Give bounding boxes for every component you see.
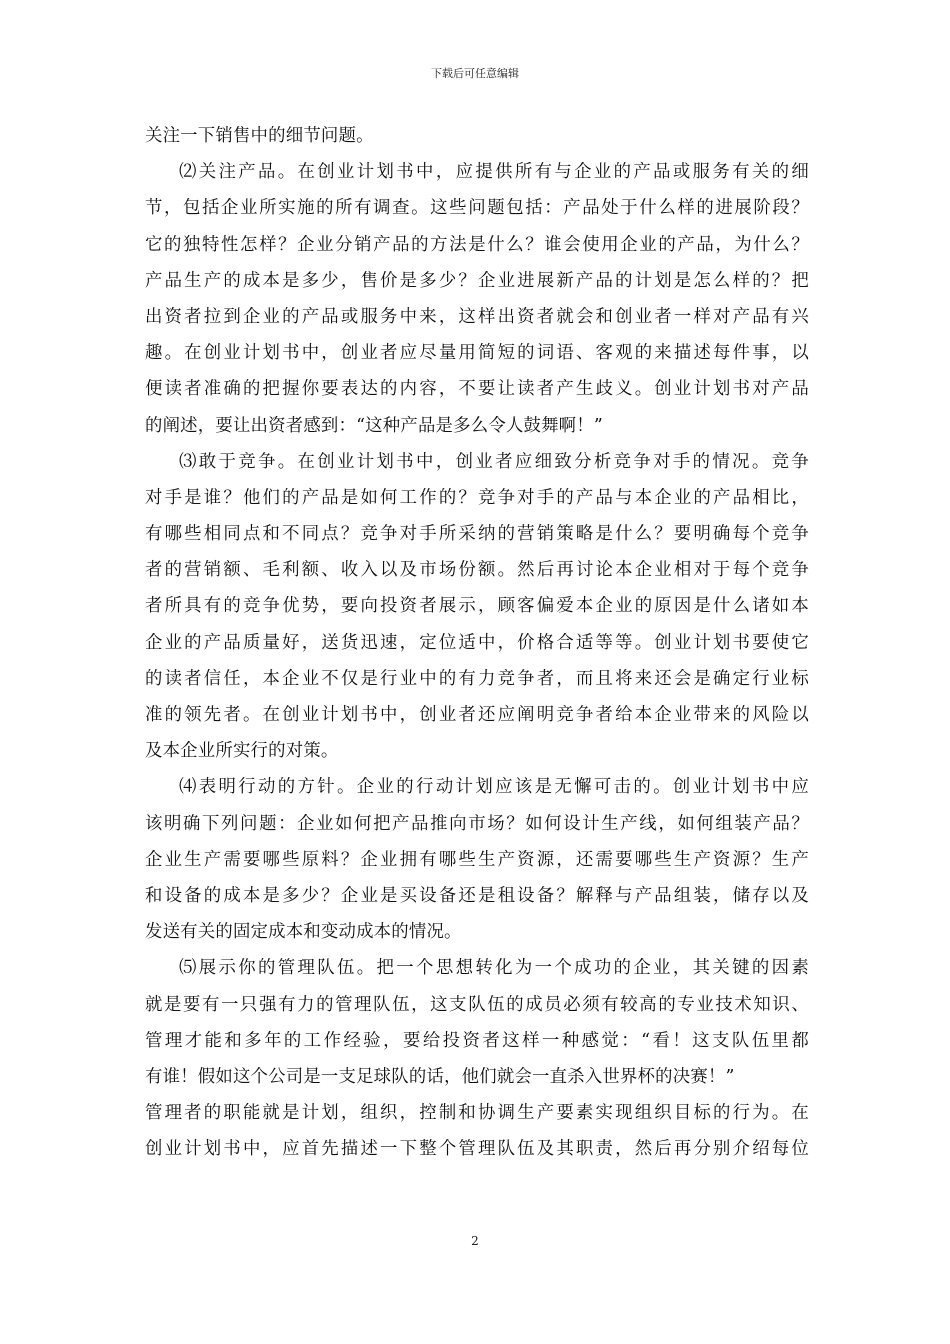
- text-line: 准的领先者。在创业计划书中，创业者还应阐明竞争者给本企业带来的风险以: [145, 705, 809, 725]
- text-line: 者的营销额、毛利额、收入以及市场份额。然后再讨论本企业相对于每个竞争: [145, 560, 809, 581]
- paragraph-team-start: ⑸展示你的管理队伍。把一个思想转化为一个成功的企业，其关键的因素: [179, 958, 809, 979]
- text-line: 便读者准确的把握你要表达的内容，不要让读者产生歧义。创业计划书对产品: [145, 379, 809, 400]
- text-line: 及本企业所实行的对策。: [145, 741, 339, 762]
- text-line: 趣。在创业计划书中，创业者应尽量用简短的词语、客观的来描述每件事，以: [145, 343, 809, 364]
- text-line: 产品生产的成本是多少，售价是多少？企业进展新产品的计划是怎么样的？把: [145, 270, 809, 291]
- text-line: 就是要有一只强有力的管理队伍，这支队伍的成员必须有较高的专业技术知识、: [145, 994, 809, 1015]
- text-line: 有哪些相同点和不同点？竞争对手所采纳的营销策略是什么？要明确每个竞争: [145, 524, 809, 545]
- text-line: 对手是谁？他们的产品是如何工作的？竞争对手的产品与本企业的产品相比，: [145, 487, 809, 508]
- text-line: 创业计划书中，应首先描述一下整个管理队伍及其职责，然后再分别介绍每位: [145, 1139, 809, 1160]
- document-body: [145, 118, 809, 1167]
- text-line: 关注一下销售中的细节问题。: [145, 126, 374, 146]
- text-line: 的阐述，要让出资者感到：“这种产品是多么令人鼓舞啊！”: [145, 415, 603, 436]
- text-line: 管理才能和多年的工作经验，要给投资者这样一种感觉：“看！这支队伍里都: [145, 1030, 809, 1051]
- text-line: 节，包括企业所实施的所有调查。这些问题包括：产品处于什么样的进展阶段？: [145, 198, 809, 219]
- text-line: 企业的产品质量好，送货迅速，定位适中，价格合适等等。创业计划书要使它: [145, 632, 809, 653]
- text-line: 有谁！假如这个公司是一支足球队的话，他们就会一直杀入世界杯的决赛！”: [145, 1066, 735, 1087]
- paragraph-action-start: ⑷表明行动的方针。企业的行动计划应该是无懈可击的。创业计划书中应: [179, 777, 809, 798]
- page-header: 下载后可任意编辑: [431, 67, 519, 80]
- paragraph-product-start: ⑵关注产品。在创业计划书中，应提供所有与企业的产品或服务有关的细: [179, 162, 809, 183]
- text-line: 出资者拉到企业的产品或服务中来，这样出资者就会和创业者一样对产品有兴: [145, 306, 809, 327]
- paragraph-competition-start: ⑶敢于竞争。在创业计划书中，创业者应细致分析竞争对手的情况。竞争: [179, 451, 809, 472]
- text-line: 的读者信任，本企业不仅是行业中的有力竞争者，而且将来还会是确定行业标: [145, 668, 809, 689]
- page-number: 2: [471, 1234, 479, 1248]
- text-line: 管理者的职能就是计划，组织，控制和协调生产要素实现组织目标的行为。在: [145, 1103, 809, 1124]
- text-line: 该明确下列问题：企业如何把产品推向市场？如何设计生产线，如何组装产品？: [145, 813, 809, 834]
- text-line: 发送有关的固定成本和变动成本的情况。: [145, 922, 462, 943]
- text-line: 它的独特性怎样？企业分销产品的方法是什么？谁会使用企业的产品，为什么？: [145, 234, 809, 255]
- text-line: 和设备的成本是多少？企业是买设备还是租设备？解释与产品组装，储存以及: [145, 885, 809, 906]
- text-line: 者所具有的竞争优势，要向投资者展示，顾客偏爱本企业的原因是什么诸如本: [145, 596, 809, 617]
- text-line: 企业生产需要哪些原料？企业拥有哪些生产资源，还需要哪些生产资源？生产: [145, 849, 809, 870]
